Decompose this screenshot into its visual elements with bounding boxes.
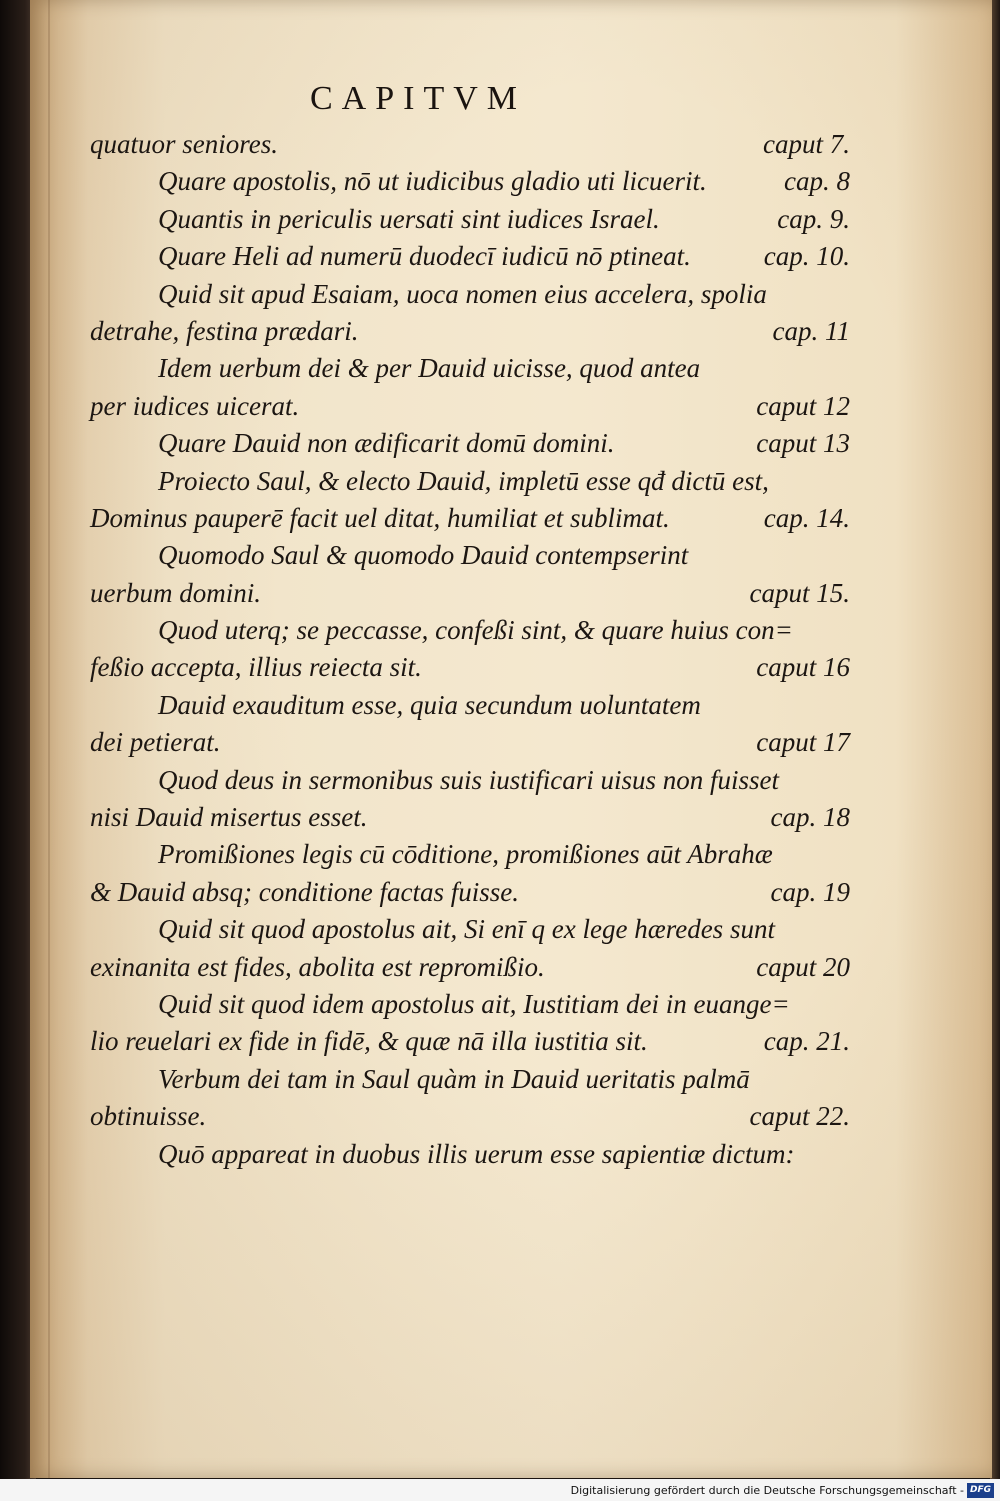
book-page <box>30 0 992 1478</box>
toc-line-text: Quomodo Saul & quomodo Dauid contempserint <box>158 540 689 571</box>
toc-line <box>90 1023 850 1060</box>
toc-line-text: Verbum dei tam in Saul quàm in Dauid ueritatis palmā <box>158 1063 750 1094</box>
chapter-ref: cap. 21. <box>763 1026 850 1057</box>
toc-line <box>90 201 850 238</box>
dfg-logo: DFG <box>967 1483 994 1498</box>
toc-line-text: Quantis in periculis uersati sint iudices Israel. <box>158 203 660 234</box>
toc-line <box>90 313 850 350</box>
toc-line-text: Dominus pauperē facit uel ditat, humiliat et sublimat. <box>90 502 670 533</box>
toc-line-text: & Dauid absq; conditione factas fuisse. <box>90 876 519 907</box>
toc-line <box>90 238 850 275</box>
chapter-ref: cap. 19 <box>770 876 850 907</box>
toc-line <box>90 874 850 911</box>
toc-line-text: feßio accepta, illius reiecta sit. <box>90 652 422 683</box>
toc-line-text: dei petierat. <box>90 727 221 758</box>
toc-line <box>90 724 850 761</box>
toc-line-text: Quare Dauid non ædificarit domū domini. <box>158 428 615 459</box>
chapter-ref: caput 7. <box>763 129 850 159</box>
toc-line-text: Quod deus in sermonibus suis iustificari uisus non fuisset <box>158 764 780 795</box>
toc-line-text: Quare apostolis, nō ut iudicibus gladio uti licuerit. <box>158 166 707 197</box>
toc-line <box>90 1098 850 1135</box>
chapter-ref: caput 13 <box>756 428 850 459</box>
chapter-ref: cap. 11 <box>772 315 850 346</box>
toc-line <box>90 500 850 537</box>
table-of-contents <box>90 126 850 1173</box>
toc-line-text: Proiecto Saul, & electo Dauid, impletū esse qđ dictū est, <box>158 465 769 496</box>
toc-line-text: Idem uerbum dei & per Dauid uicisse, quod antea <box>158 353 701 384</box>
toc-line <box>90 911 850 948</box>
toc-line-text: uerbum domini. <box>90 577 261 608</box>
toc-line-text: exinanita est fides, abolita est repromißio. <box>90 951 545 982</box>
chapter-ref: cap. 18 <box>770 802 850 833</box>
toc-line-text: Dauid exauditum esse, quia secundum uoluntatem <box>158 689 701 720</box>
toc-line-text: Quid sit quod idem apostolus ait, Iustitiam dei in euange= <box>158 988 790 1019</box>
toc-line <box>90 163 850 200</box>
toc-line <box>90 276 850 313</box>
toc-line-text: Quō appareat in duobus illis uerum esse sapientiæ dictum: <box>158 1138 795 1169</box>
toc-line-text: quatuor seniores. <box>90 129 278 159</box>
toc-line-text: detrahe, festina prædari. <box>90 315 359 346</box>
toc-line-text: Quid sit quod apostolus ait, Si enī q ex lege hæredes sunt <box>158 914 775 945</box>
toc-line-text: nisi Dauid misertus esset. <box>90 802 368 833</box>
toc-line-text: lio reuelari ex fide in fidē, & quæ nā illa iustitia sit. <box>90 1026 648 1057</box>
chapter-ref: cap. 10. <box>763 241 850 272</box>
toc-line <box>90 836 850 873</box>
toc-line <box>90 350 850 387</box>
footer-bar <box>0 1479 1000 1501</box>
toc-line <box>90 1136 850 1173</box>
toc-line-text: obtinuisse. <box>90 1101 207 1132</box>
toc-line <box>90 612 850 649</box>
toc-line <box>90 649 850 686</box>
chapter-ref: cap. 8 <box>784 166 850 197</box>
toc-line <box>90 687 850 724</box>
toc-line-text: Quid sit apud Esaiam, uoca nomen eius accelera, spolia <box>158 278 767 309</box>
toc-line <box>90 949 850 986</box>
toc-line-text: Quod uterq; se peccasse, confeßi sint, & quare huius con= <box>158 615 793 646</box>
toc-line <box>90 575 850 612</box>
chapter-ref: caput 20 <box>756 951 850 982</box>
toc-line-text: Promißiones legis cū cōditione, promißiones aūt Abrahæ <box>158 839 773 870</box>
toc-line <box>90 126 850 163</box>
toc-line <box>90 986 850 1023</box>
chapter-ref: caput 12 <box>756 390 850 421</box>
chapter-ref: cap. 14. <box>763 502 850 533</box>
toc-line-text: Quare Heli ad numerū duodecī iudicū nō ptineat. <box>158 241 691 272</box>
toc-line <box>90 762 850 799</box>
chapter-ref: caput 15. <box>749 577 850 608</box>
chapter-ref: caput 16 <box>756 652 850 683</box>
chapter-ref: caput 17 <box>756 727 850 758</box>
toc-line <box>90 1061 850 1098</box>
toc-line <box>90 463 850 500</box>
chapter-ref: cap. 9. <box>777 203 850 234</box>
toc-line-text: per iudices uicerat. <box>90 390 300 421</box>
toc-line <box>90 425 850 462</box>
toc-line <box>90 388 850 425</box>
toc-line <box>90 799 850 836</box>
running-title: CAPITVM <box>310 80 527 117</box>
chapter-ref: caput 22. <box>749 1101 850 1132</box>
toc-line <box>90 537 850 574</box>
funding-credit: Digitalisierung gefördert durch die Deutsche Forschungsgemeinschaft - <box>570 1484 964 1497</box>
